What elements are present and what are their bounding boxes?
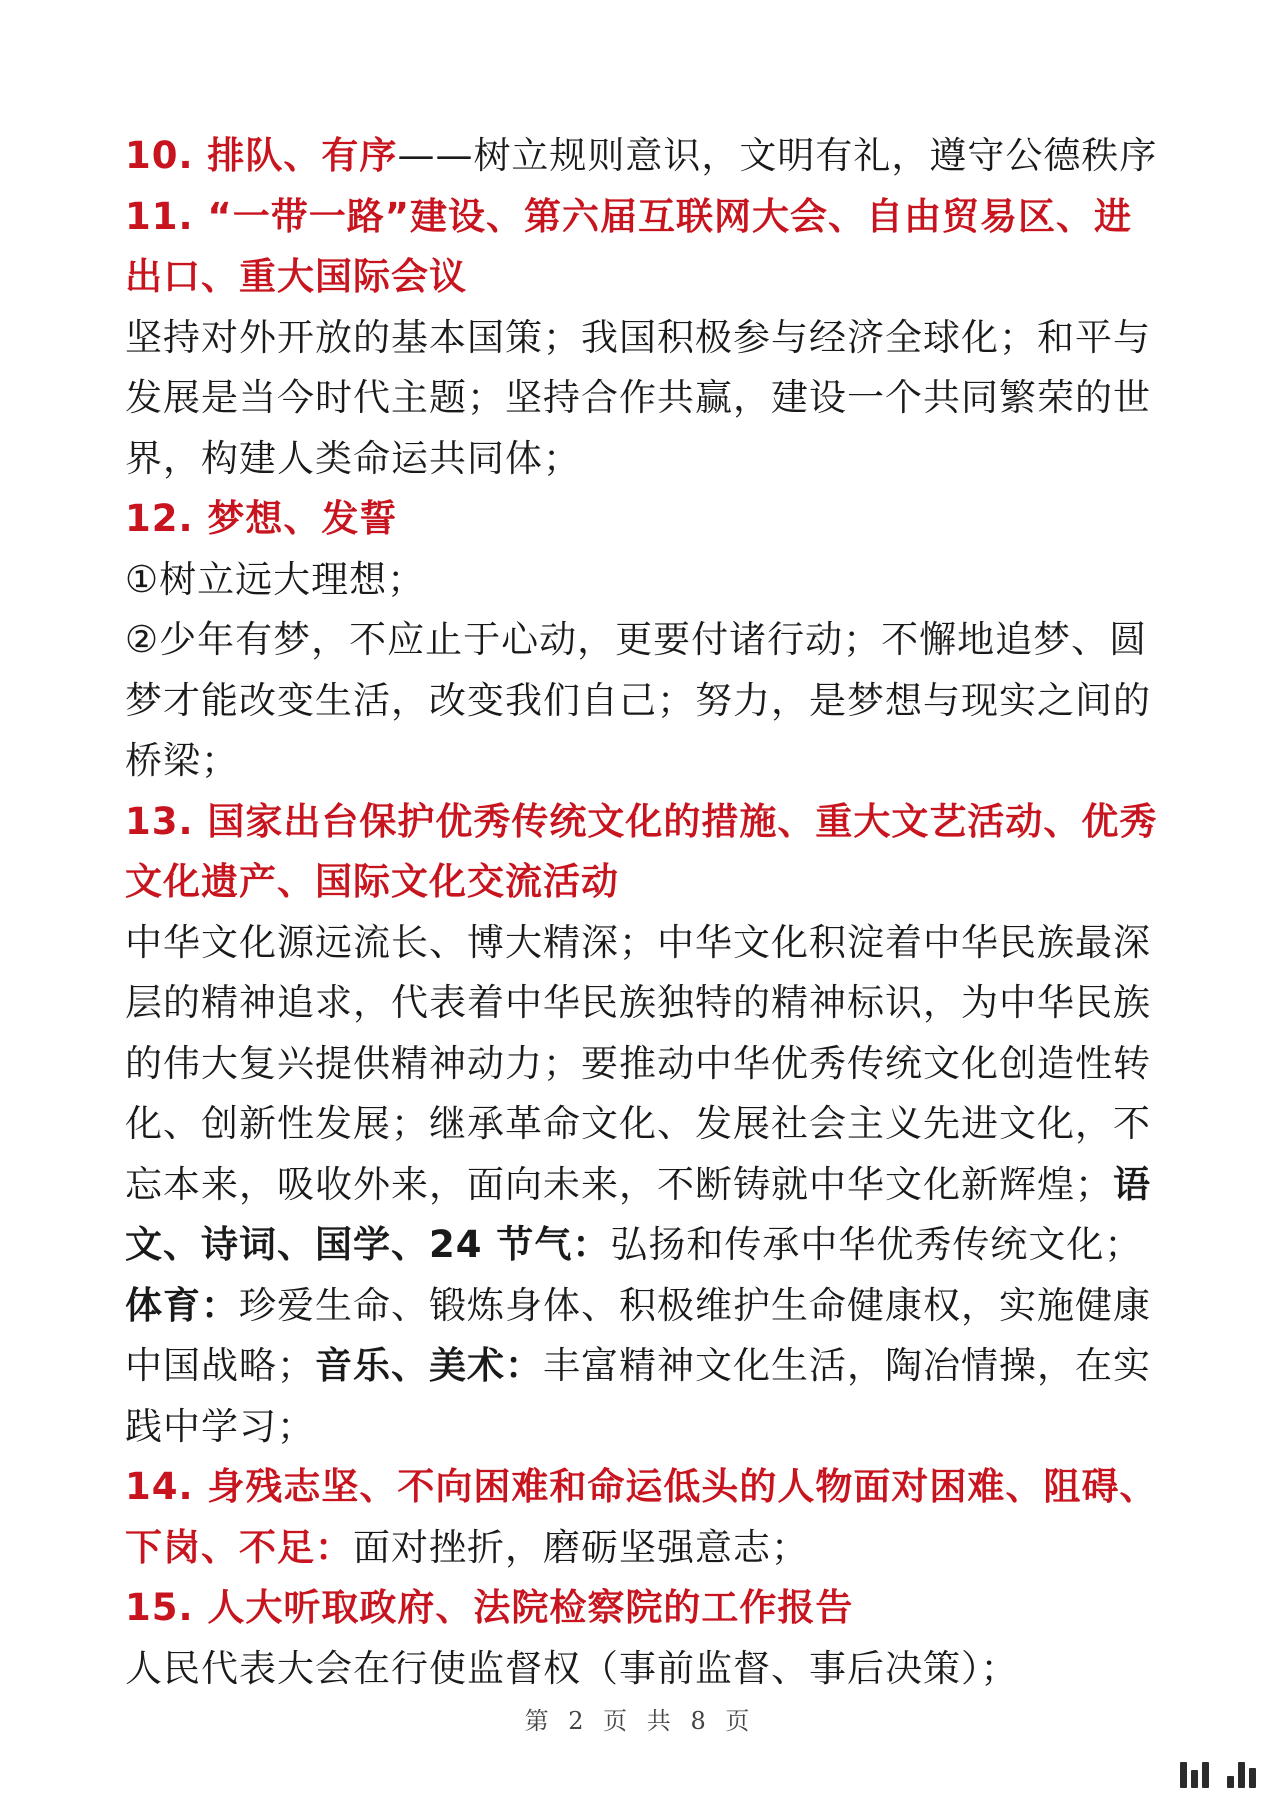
bold-label: 体育： (125, 1283, 239, 1327)
body-text: 中国战略； (125, 1344, 315, 1387)
body-text: ①树立远大理想； (125, 557, 426, 601)
heading-text: 11. “一带一路”建设、第六届互联网大会、自由贸易区、进 (125, 194, 1133, 238)
text-line (125, 247, 1165, 308)
heading-text: 13. 国家出台保护优秀传统文化的措施、重大文艺活动、优秀 (125, 799, 1158, 843)
text-line (125, 368, 1165, 429)
heading-text: 15. 人大听取政府、法院检察院的工作报告 (125, 1586, 854, 1629)
heading-text: 出口、重大国际会议 (125, 255, 467, 298)
body-text: 化、创新性发展；继承革命文化、发展社会主义先进文化，不 (125, 1102, 1151, 1145)
body-text: ——树立规则意识，文明有礼，遵守公德秩序 (397, 134, 1158, 177)
body-text: 发展是当今时代主题；坚持合作共赢，建设一个共同繁荣的世 (125, 376, 1151, 419)
text-line (125, 1639, 1165, 1700)
text-line (125, 429, 1165, 490)
text-line (125, 489, 1165, 550)
body-text: 梦才能改变生活，改变我们自己；努力，是梦想与现实之间的 (125, 678, 1151, 722)
text-line (125, 731, 1165, 792)
text-line (125, 187, 1165, 248)
body-text: ②少年有梦，不应止于心动，更要付诸行动；不懈地追梦、圆 (125, 618, 1148, 661)
text-line (125, 1215, 1165, 1276)
text-line (125, 1578, 1165, 1639)
text-line (125, 1034, 1165, 1095)
body-text: 中华文化源远流长、博大精深；中华文化积淀着中华民族最深 (125, 920, 1151, 964)
bold-label: 音乐、美术： (315, 1344, 543, 1387)
body-text: 丰富精神文化生活，陶冶情操，在实 (543, 1344, 1151, 1387)
body-text: 人民代表大会在行使监督权（事前监督、事后决策）； (125, 1646, 1019, 1690)
heading-text: 下岗、不足： (125, 1525, 353, 1569)
text-line (125, 1518, 1165, 1579)
text-line (125, 1336, 1165, 1397)
heading-text: 12. 梦想、发誓 (125, 497, 398, 540)
watermark-bars-icon (1180, 1762, 1256, 1788)
page-footer: 第 2 页 共 8 页 (524, 1707, 756, 1735)
document-body (125, 126, 1165, 1699)
heading-text: 文化遗产、国际文化交流活动 (125, 860, 619, 903)
heading-text: 10. 排队、有序 (125, 134, 398, 177)
text-line (125, 1155, 1165, 1216)
body-text: 面对挫折，磨砺坚强意志； (353, 1525, 809, 1569)
body-text: 忘本来，吸收外来，面向未来，不断铸就中华文化新辉煌； (125, 1162, 1113, 1206)
text-line (125, 1094, 1165, 1155)
bold-label: 文、诗词、国学、24 节气： (125, 1223, 611, 1266)
body-text: 的伟大复兴提供精神动力；要推动中华优秀传统文化创造性转 (125, 1041, 1151, 1085)
text-line (125, 913, 1165, 974)
text-line (125, 1397, 1165, 1458)
body-text: 坚持对外开放的基本国策；我国积极参与经济全球化；和平与 (125, 315, 1151, 359)
body-text: 珍爱生命、锻炼身体、积极维护生命健康权，实施健康 (239, 1283, 1151, 1327)
body-text: 弘扬和传承中华优秀传统文化； (610, 1223, 1143, 1266)
bold-label: 语 (1113, 1162, 1151, 1206)
body-text: 层的精神追求，代表着中华民族独特的精神标识，为中华民族 (125, 981, 1151, 1024)
body-text: 践中学习； (125, 1404, 315, 1448)
text-line (125, 550, 1165, 611)
text-line (125, 308, 1165, 369)
body-text: 桥梁； (125, 739, 239, 782)
text-line (125, 852, 1165, 913)
body-text: 界，构建人类命运共同体； (125, 436, 581, 480)
text-line (125, 671, 1165, 732)
text-line (125, 973, 1165, 1034)
heading-text: 14. 身残志坚、不向困难和命运低头的人物面对困难、阻碍、 (125, 1465, 1158, 1508)
text-line (125, 792, 1165, 853)
text-line (125, 610, 1165, 671)
text-line (125, 126, 1165, 187)
text-line (125, 1457, 1165, 1518)
text-line (125, 1276, 1165, 1337)
